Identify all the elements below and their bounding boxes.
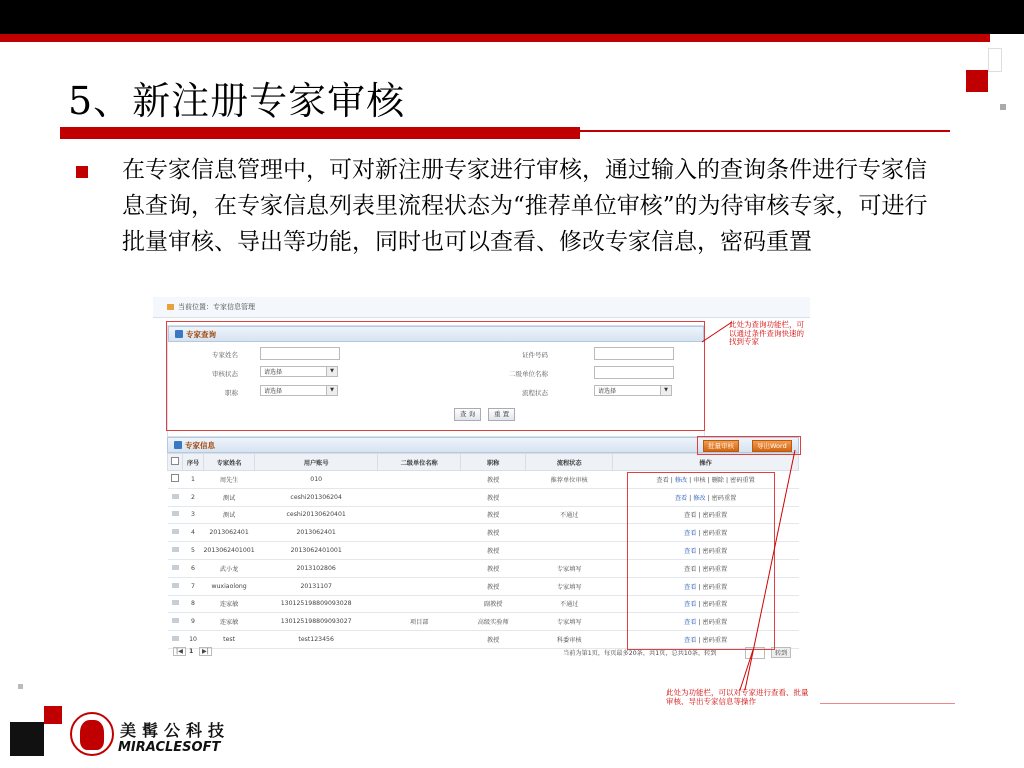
- cell-name: test: [204, 631, 255, 649]
- last-page-button[interactable]: ▶|: [199, 647, 212, 656]
- cell-name: 测试: [204, 506, 255, 524]
- cell-no: 8: [183, 595, 204, 613]
- row-checkbox[interactable]: [172, 494, 179, 499]
- breadcrumb: 当前位置：专家信息管理: [178, 303, 255, 311]
- op-link[interactable]: 审核: [693, 476, 706, 484]
- row-checkbox-cell[interactable]: [168, 559, 183, 577]
- cell-flow: 专家填写: [526, 613, 613, 631]
- cell-name: 测试: [204, 488, 255, 506]
- cell-flow: 推荐单位审核: [526, 471, 613, 489]
- ops-separator: |: [696, 583, 703, 591]
- cell-account: ceshi201306204: [255, 488, 378, 506]
- status-label: 审核状态: [212, 370, 238, 378]
- cell-name: 武小龙: [204, 559, 255, 577]
- col-header: 二级单位名称: [378, 454, 461, 471]
- cell-title: 教授: [461, 488, 526, 506]
- ops-separator: |: [696, 565, 703, 573]
- select-all-checkbox[interactable]: [171, 457, 179, 465]
- status-select-value: 请选择: [264, 369, 283, 376]
- logo-en-text: MIRACLESOFT: [118, 740, 221, 755]
- row-checkbox-cell[interactable]: [168, 631, 183, 649]
- cell-unit: [378, 506, 461, 524]
- name-label: 专家姓名: [212, 351, 238, 359]
- location-icon: [167, 304, 174, 310]
- id-label: 证件号码: [522, 351, 548, 359]
- ops-separator: |: [724, 476, 731, 484]
- op-link[interactable]: 查看: [656, 476, 669, 484]
- logo-figure-icon: [80, 720, 104, 750]
- row-checkbox-cell[interactable]: [168, 471, 183, 489]
- cell-unit: [378, 595, 461, 613]
- col-header: 专家姓名: [204, 454, 255, 471]
- cell-title: 高级实验师: [461, 613, 526, 631]
- row-checkbox-cell[interactable]: [168, 542, 183, 560]
- cell-unit: [378, 524, 461, 542]
- op-link[interactable]: 密码重置: [702, 637, 728, 645]
- cell-title: 教授: [461, 524, 526, 542]
- query-panel-title: 专家查询: [186, 330, 216, 339]
- col-header: 序号: [183, 454, 204, 471]
- op-link[interactable]: 查看: [684, 512, 697, 520]
- ops-separator: |: [696, 637, 703, 645]
- op-link[interactable]: 密码重置: [702, 565, 728, 573]
- cell-title: 教授: [461, 542, 526, 560]
- col-header: 操作: [613, 454, 799, 471]
- op-link[interactable]: 查看: [684, 601, 697, 609]
- panel-icon: [174, 441, 182, 449]
- cell-account: 2013062401001: [255, 542, 378, 560]
- cell-no: 6: [183, 559, 204, 577]
- decor-square-white: [988, 48, 1002, 72]
- row-checkbox[interactable]: [172, 618, 179, 623]
- op-link[interactable]: 密码重置: [711, 494, 737, 502]
- op-link[interactable]: 查看: [674, 494, 688, 502]
- cell-unit: [378, 542, 461, 560]
- flow-select-value: 请选择: [598, 388, 617, 395]
- cell-account: 20131107: [255, 577, 378, 595]
- footer-line: [820, 703, 955, 704]
- op-link[interactable]: 查看: [684, 619, 697, 627]
- cell-account: 010: [255, 471, 378, 489]
- row-checkbox[interactable]: [172, 565, 179, 570]
- first-page-button[interactable]: |◀: [173, 647, 186, 656]
- cell-flow: [526, 488, 613, 506]
- cell-name: 连家敏: [204, 595, 255, 613]
- ops-separator: |: [687, 476, 694, 484]
- query-button[interactable]: 查 询: [454, 408, 481, 421]
- op-link[interactable]: 密码重置: [702, 601, 728, 609]
- cell-no: 4: [183, 524, 204, 542]
- cell-unit: [378, 488, 461, 506]
- cell-flow: 专家填写: [526, 577, 613, 595]
- cell-no: 7: [183, 577, 204, 595]
- ops-separator: |: [696, 619, 703, 627]
- top-black-bar: [0, 0, 1024, 34]
- ops-separator: |: [668, 476, 675, 484]
- cell-title: 副教授: [461, 595, 526, 613]
- cell-no: 9: [183, 613, 204, 631]
- top-red-stripe: [0, 34, 990, 42]
- info-panel-title: 专家信息: [185, 441, 215, 450]
- col-header: 流程状态: [526, 454, 613, 471]
- cell-account: test123456: [255, 631, 378, 649]
- row-checkbox[interactable]: [172, 511, 179, 516]
- row-checkbox-cell[interactable]: [168, 613, 183, 631]
- op-link[interactable]: 修改: [693, 494, 706, 502]
- cell-unit: [378, 559, 461, 577]
- row-checkbox[interactable]: [172, 547, 179, 552]
- cell-flow: 不通过: [526, 595, 613, 613]
- cell-unit: [378, 471, 461, 489]
- op-link[interactable]: 密码重置: [702, 619, 728, 627]
- chevron-down-icon: ▼: [660, 386, 671, 395]
- op-link[interactable]: 查看: [684, 530, 697, 538]
- op-link[interactable]: 查看: [684, 583, 697, 591]
- title-select-value: 请选择: [264, 388, 283, 395]
- cell-flow: [526, 524, 613, 542]
- row-checkbox[interactable]: [172, 529, 179, 534]
- op-link[interactable]: 密码重置: [702, 548, 728, 556]
- cell-name: 2013062401: [204, 524, 255, 542]
- flow-label: 流程状态: [522, 389, 548, 397]
- decor-square-red: [44, 706, 62, 724]
- go-button[interactable]: 转到: [771, 647, 791, 658]
- cell-flow: 专家填写: [526, 559, 613, 577]
- op-link[interactable]: 密码重置: [702, 530, 728, 538]
- current-page: 1: [189, 648, 194, 655]
- col-header: 用户账号: [255, 454, 378, 471]
- decor-square-gray: [18, 684, 23, 689]
- query-annotation: 此处为查询功能栏，可以通过条件查询快速的找到专家: [729, 320, 804, 346]
- cell-title: 教授: [461, 506, 526, 524]
- cell-account: 130125198809093028: [255, 595, 378, 613]
- title-label: 职称: [225, 389, 238, 397]
- row-checkbox-cell[interactable]: [168, 595, 183, 613]
- cell-no: 2: [183, 488, 204, 506]
- cell-flow: [526, 542, 613, 560]
- query-highlight-box: [166, 321, 705, 431]
- cell-no: 5: [183, 542, 204, 560]
- ops-separator: |: [687, 494, 694, 502]
- table-header-row: [168, 454, 799, 471]
- bullet-square-icon: [76, 166, 88, 178]
- op-link[interactable]: 查看: [684, 565, 697, 573]
- pager-summary: 当前为第1页，每页最多20条，共1页，总共10条，转到: [563, 650, 717, 657]
- row-checkbox[interactable]: [172, 636, 179, 641]
- title-underline-bar: [60, 127, 580, 139]
- query-annotation-arrow: [700, 320, 734, 344]
- cell-unit: 项目部: [378, 613, 461, 631]
- col-header: 职称: [461, 454, 526, 471]
- ops-separator: |: [696, 548, 703, 556]
- cell-name: 周先生: [204, 471, 255, 489]
- cell-title: 教授: [461, 577, 526, 595]
- chevron-down-icon: ▼: [326, 386, 337, 395]
- ops-separator: |: [696, 512, 703, 520]
- row-checkbox-cell[interactable]: [168, 506, 183, 524]
- op-link[interactable]: 密码重置: [730, 476, 755, 484]
- batch-review-button[interactable]: 批量审核: [703, 440, 739, 452]
- logo-cn-text: 美髯公科技: [120, 721, 231, 740]
- cell-no: 10: [183, 631, 204, 649]
- decor-square-black: [10, 722, 44, 756]
- export-word-button[interactable]: 导出Word: [752, 440, 792, 452]
- unit-label: 二级单位名称: [509, 370, 548, 378]
- op-link[interactable]: 删除: [711, 476, 724, 484]
- cell-account: ceshi20130620401: [255, 506, 378, 524]
- select-all-cell[interactable]: [168, 454, 183, 471]
- decor-square-red: [966, 70, 988, 92]
- cell-account: 130125198809093027: [255, 613, 378, 631]
- row-checkbox-cell[interactable]: [168, 488, 183, 506]
- title-underline-line: [580, 130, 950, 132]
- cell-no: 1: [183, 471, 204, 489]
- op-link[interactable]: 查看: [684, 637, 697, 645]
- slide-title: 5、新注册专家审核: [68, 79, 406, 123]
- ops-annotation: 此处为功能栏，可以对专家进行查看、批量审核、导出专家信息等操作: [666, 688, 809, 706]
- decor-square-gray: [1000, 104, 1006, 110]
- breadcrumb-bar: [153, 297, 810, 318]
- ops-separator: |: [705, 476, 712, 484]
- op-link[interactable]: 查看: [684, 548, 697, 556]
- cell-flow: 科委审核: [526, 631, 613, 649]
- ops-separator: |: [696, 601, 703, 609]
- ops-separator: |: [705, 494, 712, 502]
- cell-no: 3: [183, 506, 204, 524]
- reset-button[interactable]: 重 置: [488, 408, 515, 421]
- cell-name: 2013062401001: [204, 542, 255, 560]
- row-checkbox-cell[interactable]: [168, 577, 183, 595]
- bullet-paragraph: 在专家信息管理中，可对新注册专家进行审核，通过输入的查询条件进行专家信息查询，在专家信息列表里流程状态为“推荐单位审核”的为待审核专家，可进行批量审核、导出等功能，同时也可以查看、修改专家信息，密码重置: [122, 157, 928, 255]
- op-link[interactable]: 密码重置: [702, 583, 728, 591]
- embedded-screenshot: [153, 297, 810, 661]
- cell-flow: 不通过: [526, 506, 613, 524]
- cell-account: 2013102806: [255, 559, 378, 577]
- cell-title: 教授: [461, 631, 526, 649]
- op-link[interactable]: 修改: [674, 476, 688, 484]
- cell-name: 连家敏: [204, 613, 255, 631]
- chevron-down-icon: ▼: [326, 367, 337, 376]
- row-checkbox[interactable]: [172, 600, 179, 605]
- op-link[interactable]: 密码重置: [702, 512, 728, 520]
- cell-title: 教授: [461, 559, 526, 577]
- ops-separator: |: [696, 530, 703, 538]
- row-checkbox[interactable]: [172, 583, 179, 588]
- cell-account: 2013062401: [255, 524, 378, 542]
- cell-unit: [378, 631, 461, 649]
- row-checkbox-cell[interactable]: [168, 524, 183, 542]
- cell-title: 教授: [461, 471, 526, 489]
- cell-unit: [378, 577, 461, 595]
- row-checkbox[interactable]: [171, 474, 179, 482]
- cell-name: wuxiaolong: [204, 577, 255, 595]
- ops-annotation-arrows: [735, 440, 805, 692]
